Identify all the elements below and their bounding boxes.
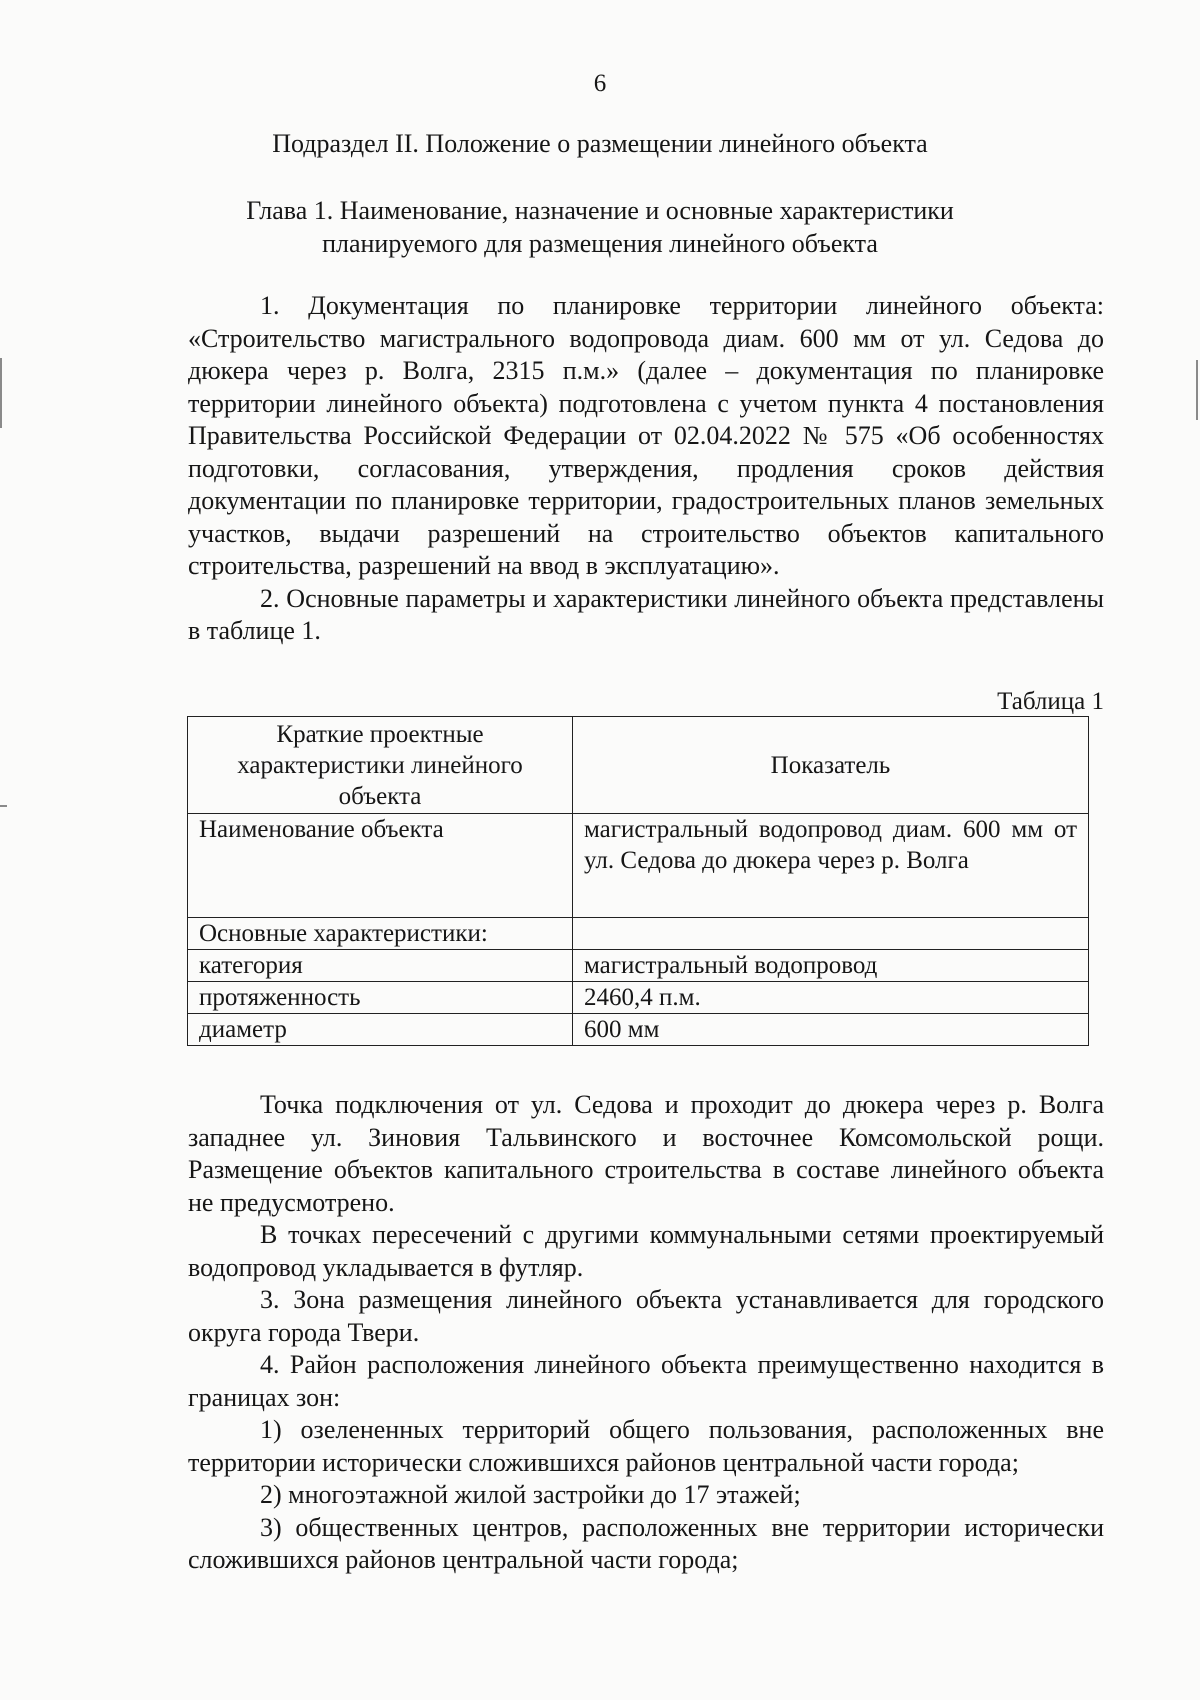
table-cell: 2460,4 п.м. xyxy=(573,982,1089,1014)
table-cell: 600 мм xyxy=(573,1014,1089,1046)
table-header-cell: Краткие проектные характеристики линейного объекта xyxy=(188,717,573,814)
table-row xyxy=(188,1014,1089,1046)
table-cell: диаметр xyxy=(188,1014,573,1046)
table-cell: магистральный водопровод диам. 600 мм от ул. Седова до дюкера через р. Волга xyxy=(573,814,1089,918)
table-row xyxy=(188,814,1089,918)
paragraph: 4. Район расположения линейного объекта преимущественно находится в границах зон: xyxy=(188,1350,1104,1412)
list-item: 2) многоэтажной жилой застройки до 17 этажей; xyxy=(260,1480,801,1509)
scan-edge-mark xyxy=(1196,360,1198,420)
table-cell: Основные характеристики: xyxy=(188,918,573,950)
table-cell xyxy=(573,918,1089,950)
table-caption: Таблица 1 xyxy=(997,688,1104,715)
chapter-title-line: Глава 1. Наименование, назначение и основные характеристики xyxy=(246,196,954,225)
table-header-row xyxy=(188,717,1089,814)
chapter-title xyxy=(100,194,1100,260)
scan-edge-mark xyxy=(0,805,7,807)
paragraph: 1. Документация по планировке территории линейного объекта: «Строительство магистрального водопровода диам. 600 мм от ул. Седова до дюкера через р. Волга, 2315 п.м.» (далее – документация по планировке территории линейного объекта) подготовлена с учетом пункта 4 постановления Правительства Российской Федерации от 02.04.2022 № 575 «Об особенностях подготовки, согласования, утверждения, продления сроков действия документации по планировке территории, градостроительных планов земельных участков, выдачи разрешений на строительство объектов капитального строительства, разрешений на ввод в эксплуатацию». xyxy=(188,291,1104,580)
table-row xyxy=(188,918,1089,950)
paragraph: 3. Зона размещения линейного объекта устанавливается для городского округа города Твери. xyxy=(188,1285,1104,1347)
body-text-bottom xyxy=(188,1089,1104,1577)
paragraph: Точка подключения от ул. Седова и проходит до дюкера через р. Волга западнее ул. Зиновия Тальвинского и восточнее Комсомольской рощи. Размещение объектов капитального строительства в составе линейного объекта не предусмотрено. xyxy=(188,1090,1104,1217)
chapter-title-line: планируемого для размещения линейного объекта xyxy=(322,229,878,258)
table-header-cell: Показатель xyxy=(573,717,1089,814)
paragraph: В точках пересечений с другими коммунальными сетями проектируемый водопровод укладывается в футляр. xyxy=(188,1220,1104,1282)
scan-edge-mark xyxy=(0,358,2,428)
table-row xyxy=(188,982,1089,1014)
parameters-table xyxy=(187,716,1089,1046)
body-text-top xyxy=(188,290,1104,648)
list-item: 3) общественных центров, расположенных вне территории исторически сложившихся районов центральной части города; xyxy=(188,1512,1104,1574)
table-cell: протяженность xyxy=(188,982,573,1014)
table-cell: магистральный водопровод xyxy=(573,950,1089,982)
subsection-title: Подраздел II. Положение о размещении линейного объекта xyxy=(272,129,928,158)
list-item: 1) озелененных территорий общего пользования, расположенных вне территории исторически сложившихся районов центральной части города; xyxy=(188,1415,1104,1477)
paragraph: 2. Основные параметры и характеристики линейного объекта представлены в таблице 1. xyxy=(188,583,1104,645)
page-number: 6 xyxy=(593,70,607,97)
table-cell: Наименование объекта xyxy=(188,814,573,918)
table-cell: категория xyxy=(188,950,573,982)
table-row xyxy=(188,950,1089,982)
